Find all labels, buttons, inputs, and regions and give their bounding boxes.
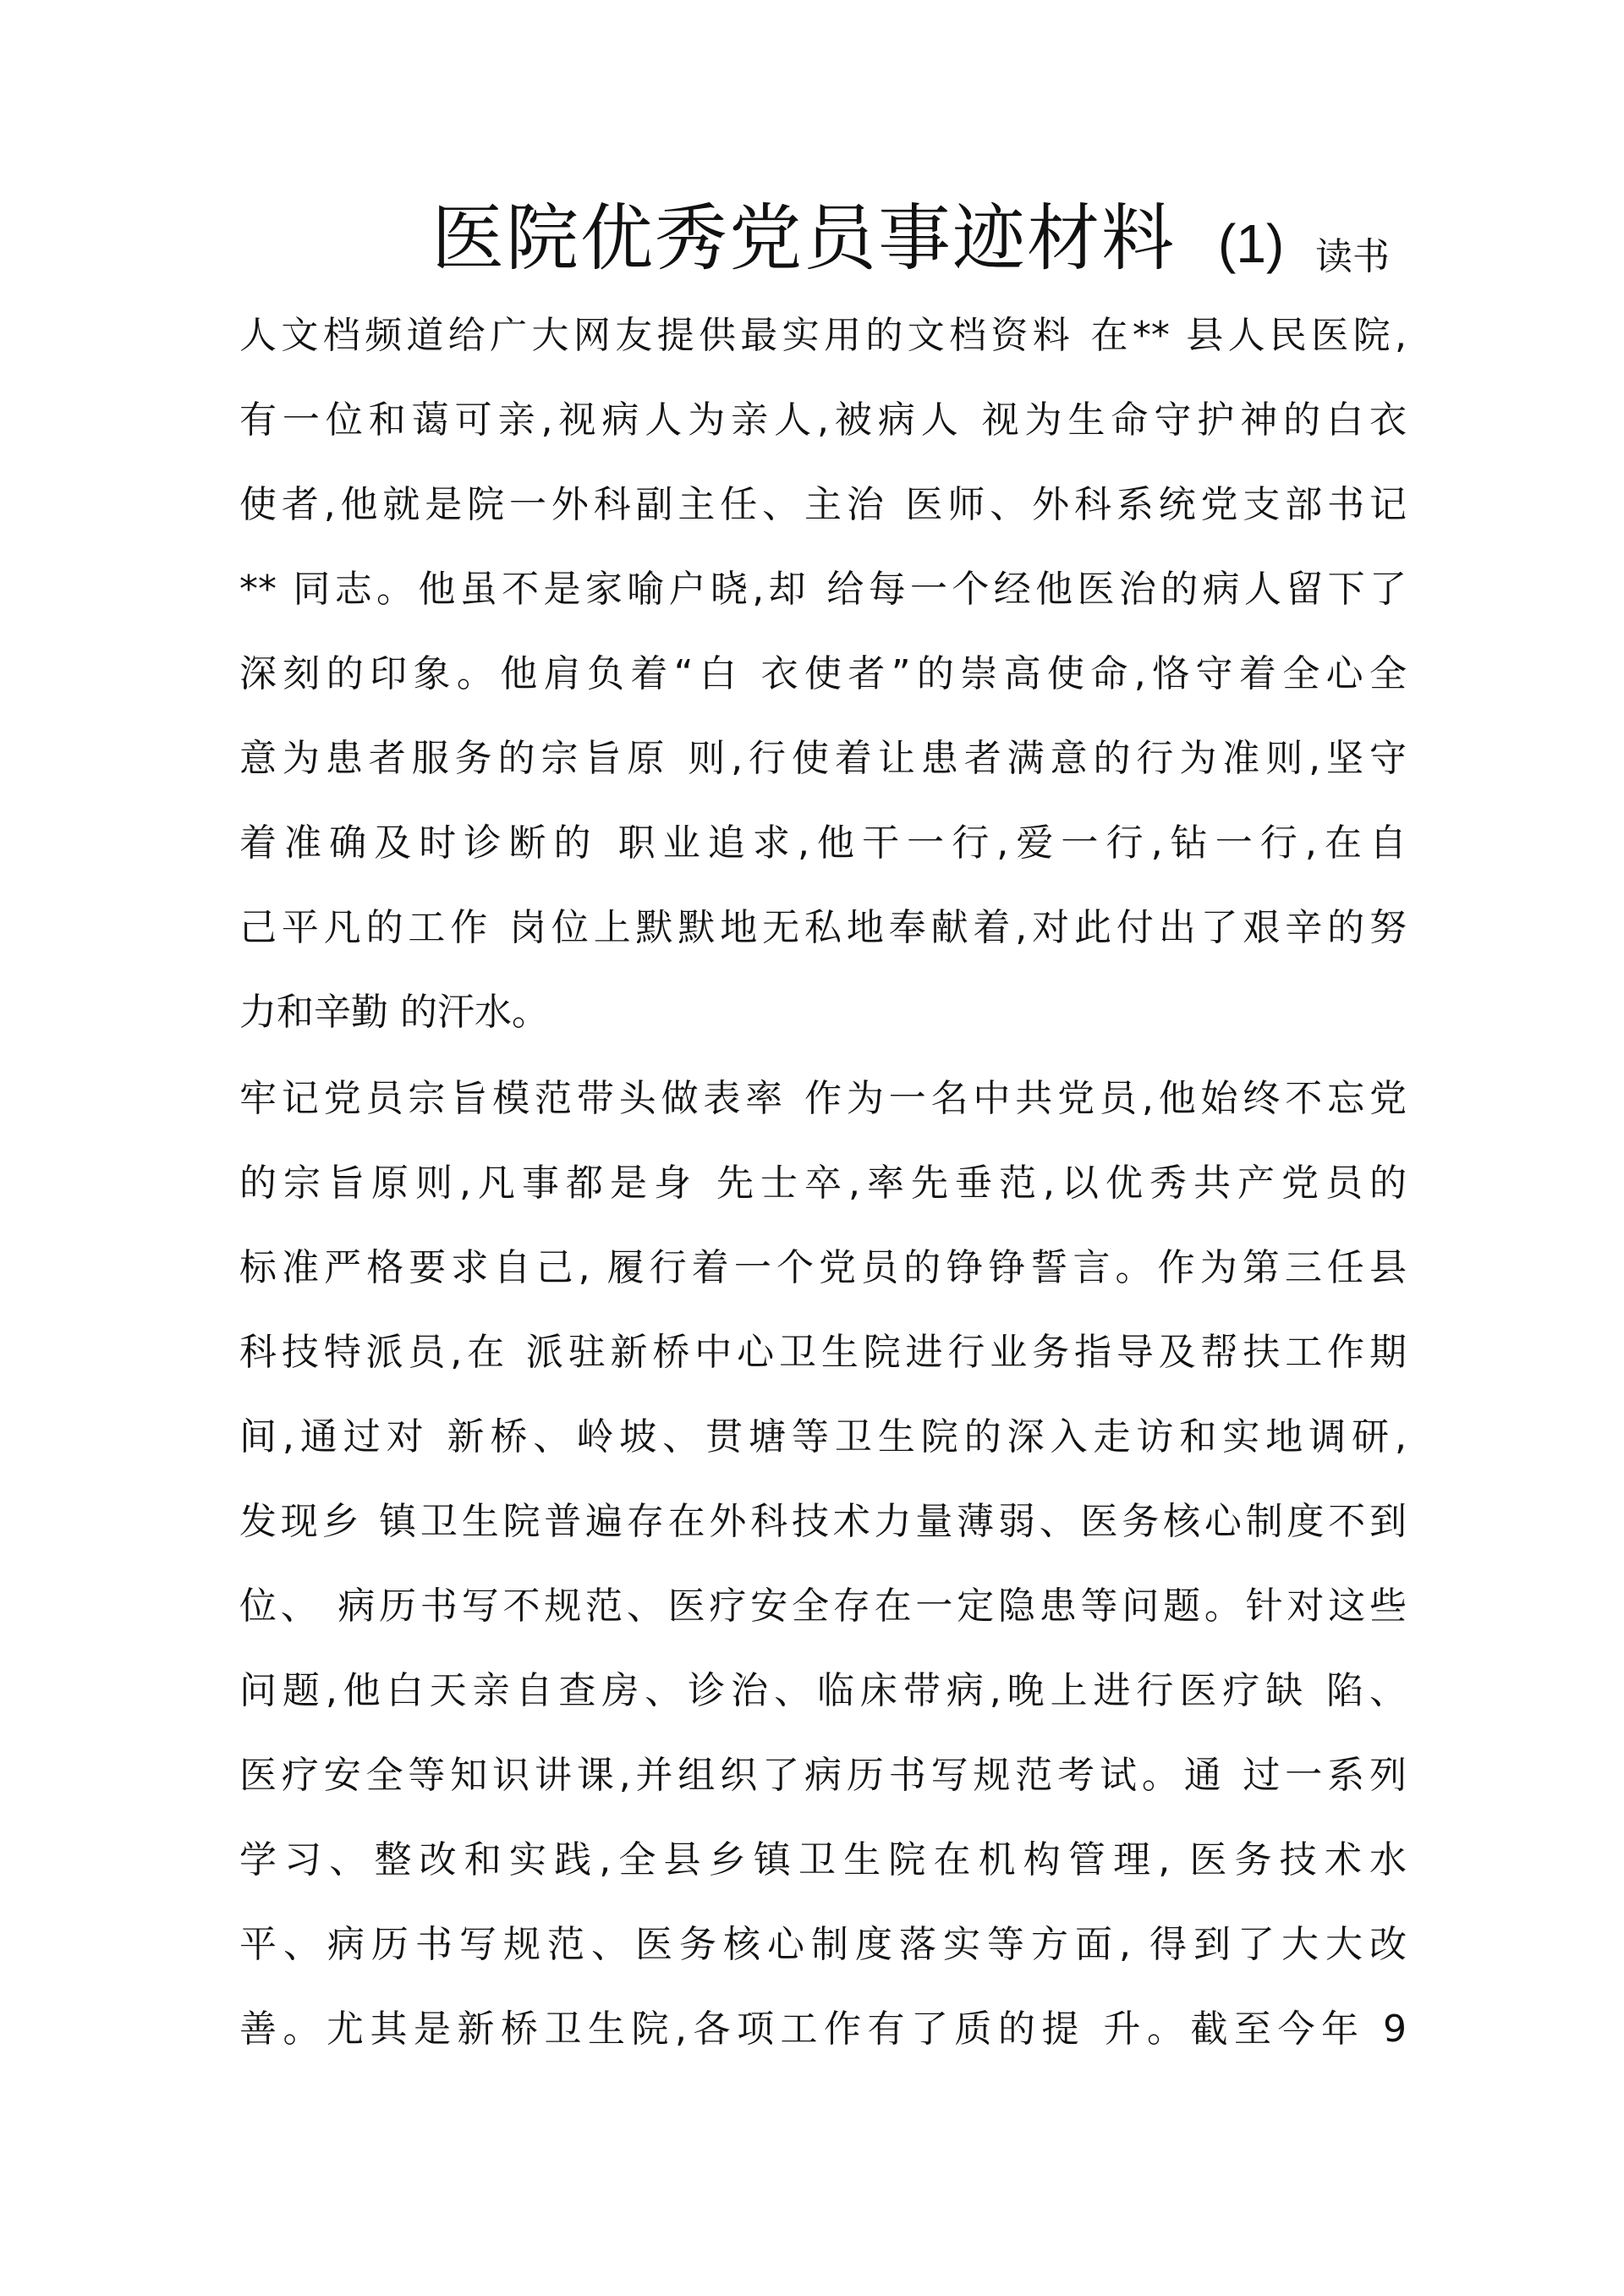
body-line: 的宗旨原则,凡事都是身 先士卒,率先垂范,以优秀共产党员的 [239,1162,1407,1205]
body-line: 科技特派员,在 派驻新桥中心卫生院进行业务指导及帮扶工作期 [239,1331,1407,1374]
body-line: 意为患者服务的宗旨原 则,行使着让患者满意的行为准则,坚守 [239,737,1407,780]
body-line: 牢记党员宗旨模范带头做表率 作为一名中共党员,他始终不忘党 [239,1077,1407,1120]
body-line: 深刻的印象。他肩负着“白 衣使者”的崇高使命,恪守着全心全 [239,652,1407,695]
body-line: 发现乡 镇卫生院普遍存在外科技术力量薄弱、医务核心制度不到 [239,1500,1407,1543]
body-line: 位、 病历书写不规范、医疗安全存在一定隐患等问题。针对这些 [239,1585,1407,1628]
body-line: ** 同志。他虽不是家喻户晓,却 给每一个经他医治的病人留下了 [239,568,1407,611]
document-title [0,188,1624,289]
title-number: (1) [1218,213,1285,274]
body-line: 标准严格要求自己, 履行着一个党员的铮铮誓言。作为第三任县 [239,1246,1407,1289]
body-line: 着准确及时诊断的 职业追求,他干一行,爱一行,钻一行,在自 [239,821,1407,865]
body-line: 学习、整改和实践,全县乡镇卫生院在机构管理, 医务技术水 [239,1838,1407,1881]
title-main-text: 医院优秀党员事迹材料 [431,196,1176,281]
body-line: 己平凡的工作 岗位上默默地无私地奉献着,对此付出了艰辛的努 [239,906,1407,949]
body-line: 平、病历书写规范、医务核心制度落实等方面, 得到了大大改 [239,1923,1407,1966]
body-line: 医疗安全等知识讲课,并组织了病历书写规范考试。通 过一系列 [239,1754,1407,1797]
body-line: 人文档频道给广大网友提供最实用的文档资料 在** 县人民医院, [239,314,1407,357]
body-line: 有一位和蔼可亲,视病人为亲人,被病人 视为生命守护神的白衣 [239,398,1407,442]
body-line: 善。尤其是新桥卫生院,各项工作有了质的提 升。截至今年 9 [239,2008,1407,2051]
body-line: 问题,他白天亲自查房、诊治、临床带病,晚上进行医疗缺 陷、 [239,1669,1407,1712]
body-line: 使者,他就是院一外科副主任、主治 医师、外科系统党支部书记 [239,483,1407,526]
title-tail-text: 读书 [1315,235,1390,278]
body-line: 力和辛勤 的汗水。 [239,991,549,1034]
body-line: 间,通过对 新桥、岭坡、贯塘等卫生院的深入走访和实地调研, [239,1415,1407,1458]
